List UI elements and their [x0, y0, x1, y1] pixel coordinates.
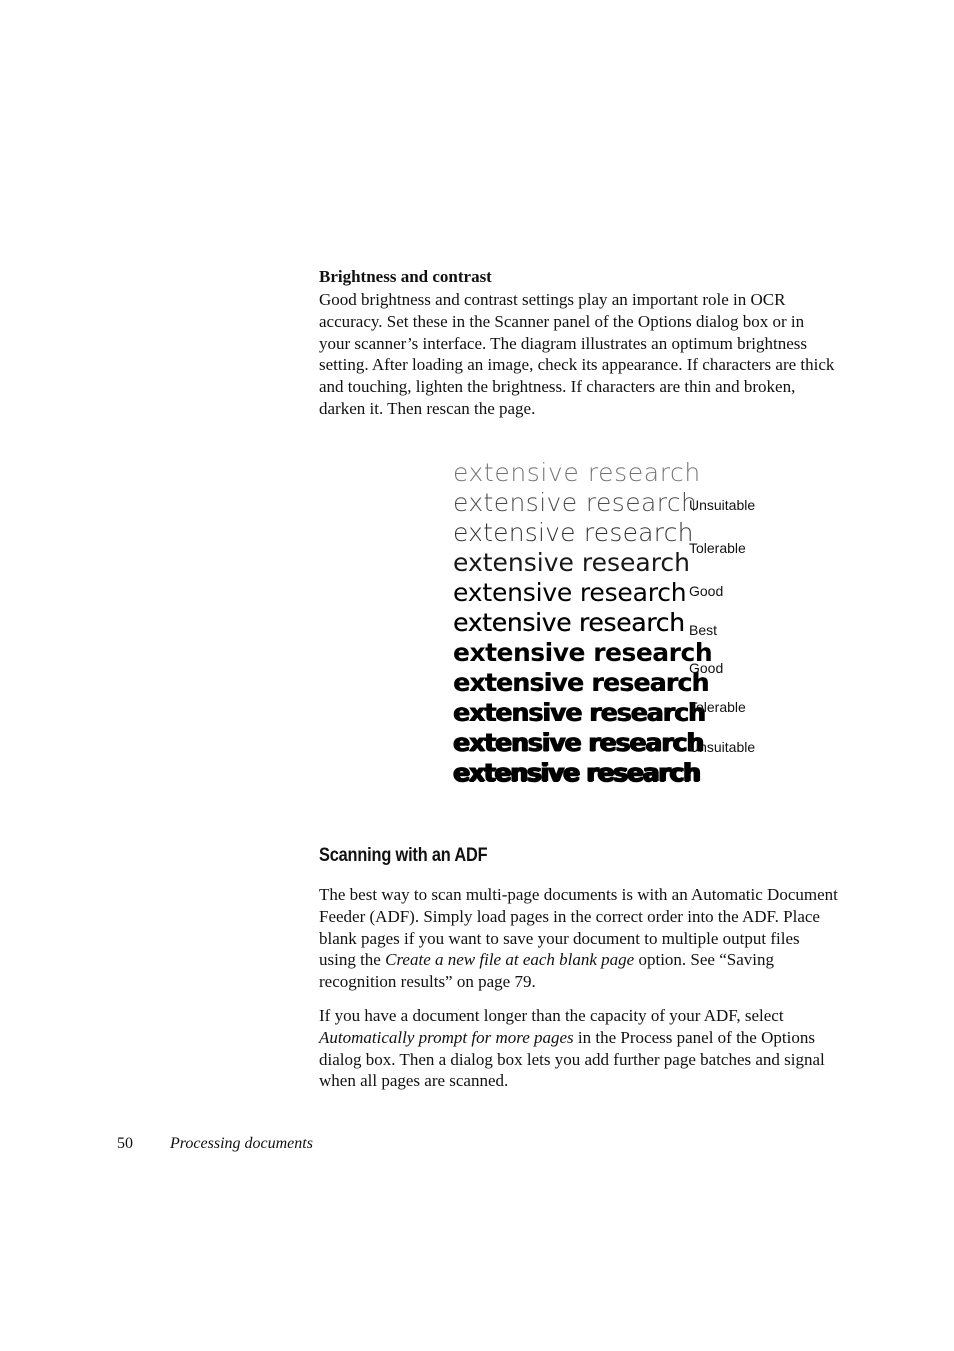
sample-text-3: extensive research [453, 518, 694, 547]
sample-text-6: extensive research [453, 608, 685, 637]
quality-label-unsuitable-top: Unsuitable [689, 497, 756, 513]
option-name-prompt-more-pages: Automatically prompt for more pages [319, 1027, 574, 1047]
sample-text-5: extensive research [453, 578, 687, 607]
adf-paragraph-1 [319, 884, 839, 993]
quality-label-good-top: Good [689, 583, 724, 599]
adf-paragraph-2 [319, 1005, 839, 1092]
sample-text-10: extensive research [453, 728, 704, 757]
adf-p1-text-a: The best way to scan multi-page documents is with an Automatic Document Feeder (ADF). Simply load pages in the correct order into the ADF. Place blank pages if you want to save your document to multiple output files using the [319, 885, 838, 970]
chapter-title: Processing documents [170, 1135, 313, 1152]
sample-text-11: extensive research [453, 758, 700, 787]
brightness-diagram [453, 458, 783, 790]
sample-text-9: extensive research [453, 698, 705, 727]
quality-label-best: Best [689, 622, 718, 638]
section-heading-brightness: Brightness and contrast [319, 267, 492, 286]
quality-label-good-bottom: Good [689, 660, 724, 676]
adf-p1-text-b: option. See “Saving recognition results” on page 79. [319, 950, 774, 992]
quality-label-unsuitable-bottom: Unsuitable [689, 739, 756, 755]
quality-label-tolerable-bottom: Tolerable [689, 699, 746, 715]
adf-p2-text-b: in the Process panel of the Options dialog box. Then a dialog box lets you add further page batches and signal when all pages are scanned. [319, 1027, 825, 1091]
option-name-create-new-file: Create a new file at each blank page [385, 950, 635, 970]
sample-text-2: extensive research [453, 488, 698, 517]
sample-text-7: extensive research [453, 638, 713, 667]
quality-label-tolerable-top: Tolerable [689, 540, 746, 556]
brightness-paragraph: Good brightness and contrast settings play an important role in OCR accuracy. Set these in the Scanner panel of the Options dialog box or in your scanner’s interface. The diagram illustrates an optimum brightness setting. After loading an image, check its appearance. If characters are thick and touching, lighten the brightness. If characters are thin and broken, darken it. Then rescan the page. [319, 290, 835, 418]
sample-text-1: extensive research [453, 458, 701, 487]
sample-text-4: extensive research [453, 548, 691, 577]
sample-text-8: extensive research [453, 668, 709, 697]
adf-p2-text-a: If you have a document longer than the capacity of your ADF, select [319, 1006, 784, 1025]
section-heading-adf: Scanning with an ADF [319, 845, 488, 866]
page-number: 50 [117, 1135, 133, 1152]
